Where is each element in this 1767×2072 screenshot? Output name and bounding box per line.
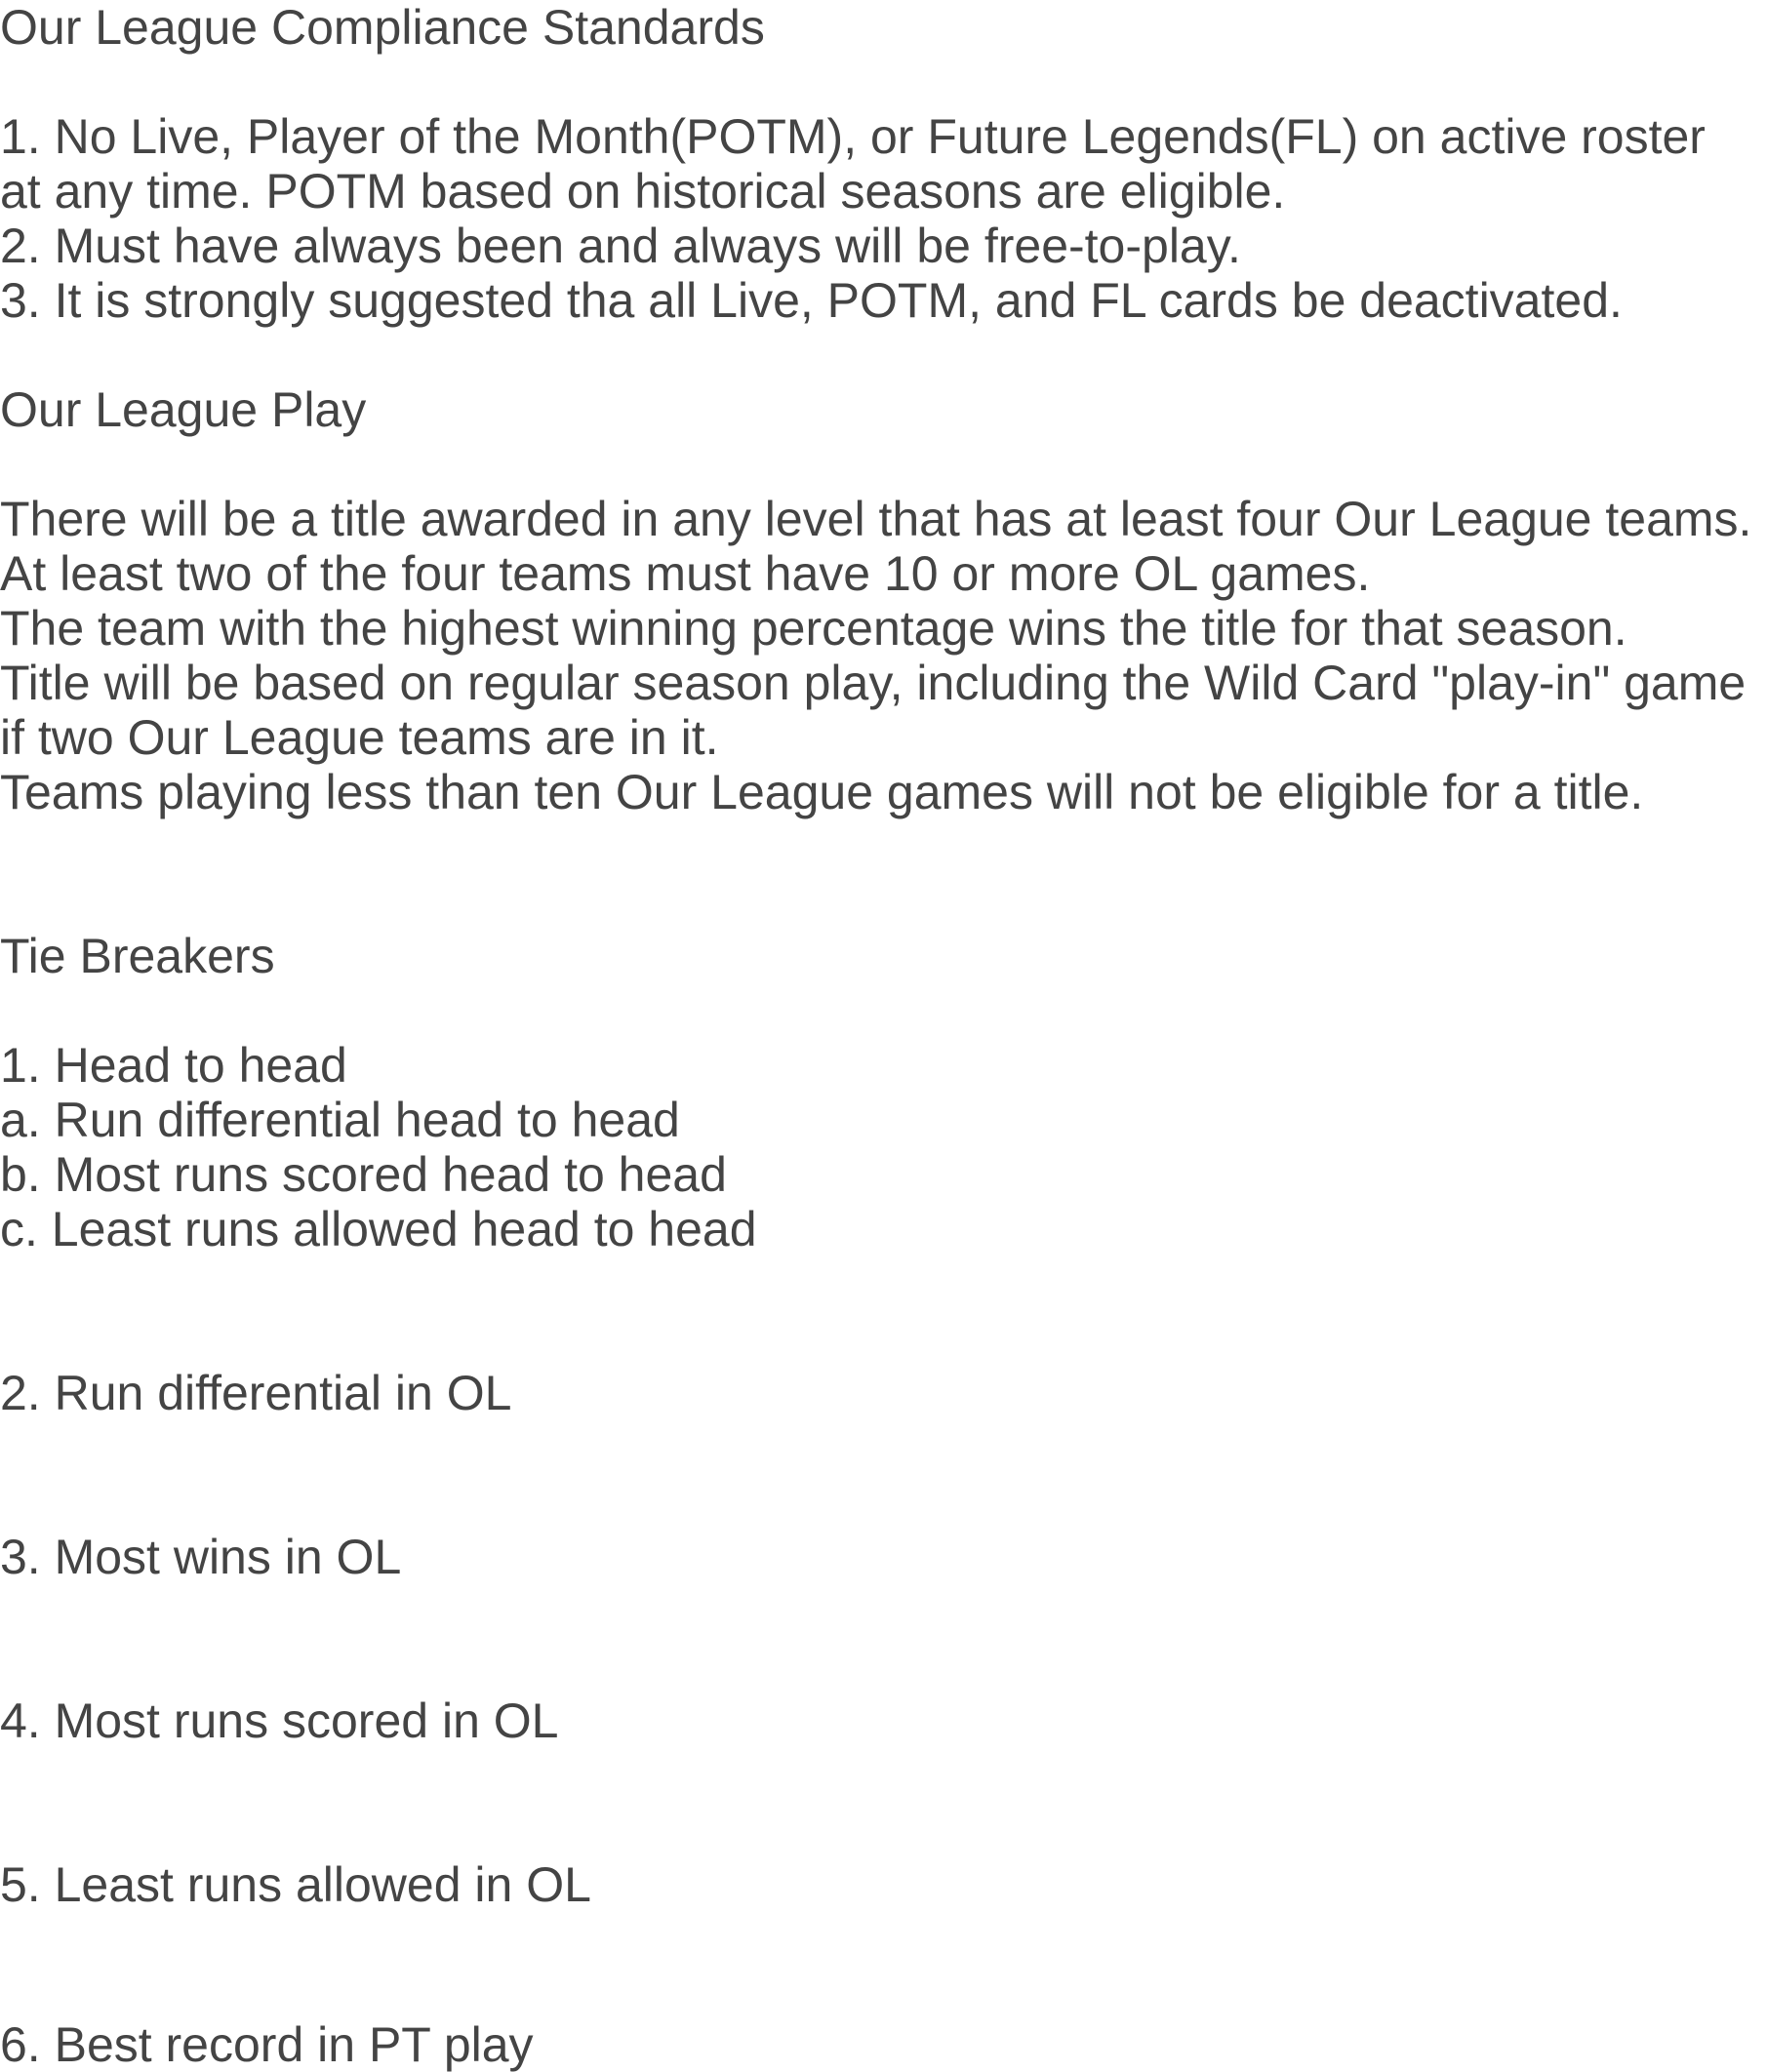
league-play-line: The team with the highest winning percentage wins the title for that season.: [0, 601, 1627, 656]
compliance-heading: Our League Compliance Standards: [0, 0, 765, 55]
league-play-line: if two Our League teams are in it.: [0, 710, 719, 765]
league-play-line: At least two of the four teams must have 10 or more OL games.: [0, 546, 1371, 601]
tie-breaker-item: 4. Most runs scored in OL: [0, 1693, 559, 1748]
compliance-line: 2. Must have always been and always will be free-to-play.: [0, 219, 1241, 273]
tie-breaker-item: 1. Head to head: [0, 1038, 347, 1093]
league-play-line: Teams playing less than ten Our League games will not be eligible for a title.: [0, 765, 1644, 819]
tie-breaker-item: 3. Most wins in OL: [0, 1530, 402, 1584]
tie-breaker-sub-item: a. Run differential head to head: [0, 1093, 680, 1147]
tie-breaker-sub-item: b. Most runs scored head to head: [0, 1147, 727, 1202]
compliance-line: at any time. POTM based on historical seasons are eligible.: [0, 164, 1286, 219]
tie-breaker-item: 5. Least runs allowed in OL: [0, 1857, 591, 1912]
league-play-line: There will be a title awarded in any level that has at least four Our League teams.: [0, 492, 1752, 546]
compliance-line: 3. It is strongly suggested tha all Live, POTM, and FL cards be deactivated.: [0, 273, 1623, 328]
tie-breaker-sub-item: c. Least runs allowed head to head: [0, 1202, 757, 1256]
compliance-line: 1. No Live, Player of the Month(POTM), or Future Legends(FL) on active roster: [0, 109, 1706, 164]
tie-breakers-heading: Tie Breakers: [0, 929, 275, 983]
league-play-line: Title will be based on regular season play, including the Wild Card "play-in" game: [0, 656, 1747, 710]
tie-breaker-item: 6. Best record in PT play: [0, 2017, 534, 2072]
league-play-heading: Our League Play: [0, 382, 367, 437]
tie-breaker-item: 2. Run differential in OL: [0, 1366, 512, 1420]
